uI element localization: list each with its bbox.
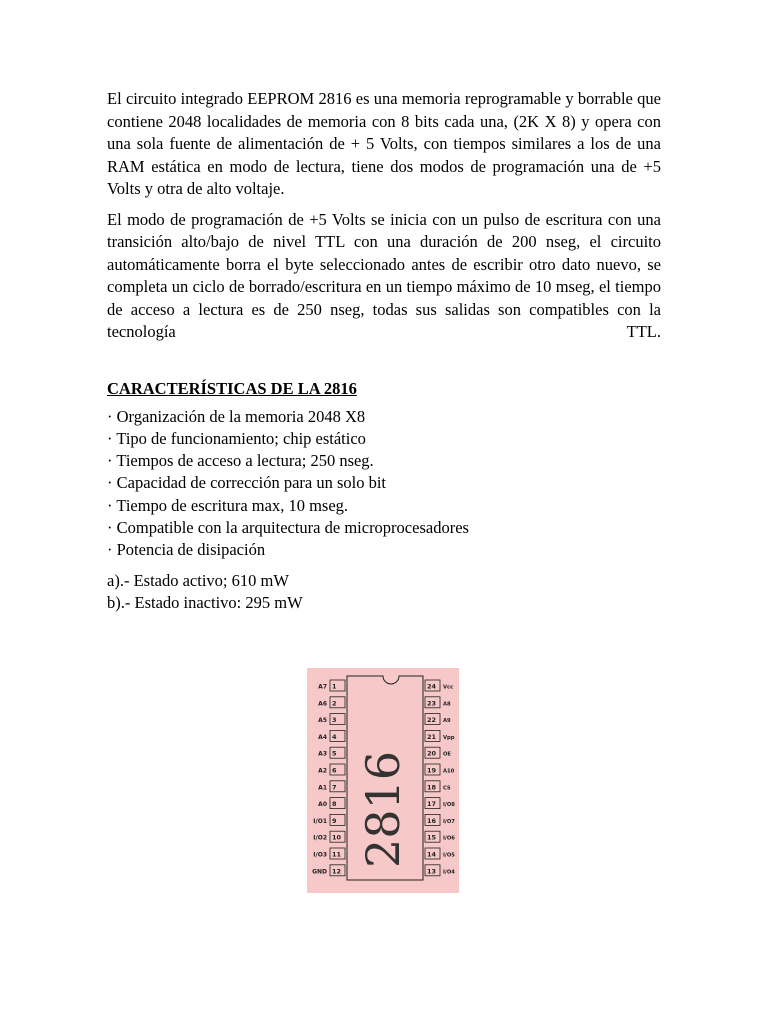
pin-label: Vpp	[443, 734, 455, 741]
pin-number: 23	[427, 699, 437, 708]
chip-pinout-diagram	[307, 668, 459, 893]
pin-label: I/O1	[313, 817, 327, 825]
intro-paragraph-2: El modo de programación de +5 Volts se inicia con un pulso de escritura con una transición alto/bajo de nivel TTL con una duración de 200 nseg, el circuito automáticamente borra el byte seleccionado antes de escribir otro dato nuevo, se completa un ciclo de borrado/escritura en un tiempo máximo de 10 mseg, el tiempo de acceso a lectura es de 250 nseg, todas sus salidas son compatibles con la tecnología TTL.	[107, 209, 661, 341]
pin-number: 22	[427, 716, 437, 725]
pin-number: 10	[332, 833, 342, 842]
feature-item: · Potencia de disipación	[107, 540, 266, 560]
pin-label: I/O3	[313, 851, 327, 859]
feature-item: · Organización de la memoria 2048 X8	[107, 406, 366, 426]
pin-label: I/O8	[443, 802, 455, 809]
pin-number: 12	[332, 867, 342, 876]
pin-label: A10	[443, 768, 455, 775]
feature-item: · Compatible con la arquitectura de microprocesadores	[107, 517, 469, 537]
pin-label: A7	[318, 683, 327, 691]
pin-number: 16	[427, 816, 437, 825]
feature-item: · Tiempos de acceso a lectura; 250 nseg.	[107, 451, 374, 471]
section-title: CARACTERÍSTICAS DE LA 2816	[107, 378, 357, 398]
chip-pinout-figure	[307, 668, 459, 893]
pin-label: I/O6	[443, 835, 455, 842]
pin-number: 2	[332, 699, 337, 708]
pin-number: 14	[427, 850, 437, 859]
left-pin-group	[312, 680, 345, 876]
pin-number: 20	[427, 749, 437, 758]
pin-number: 5	[332, 749, 337, 758]
pin-number: 24	[427, 682, 437, 691]
pin-label: A8	[443, 701, 451, 708]
feature-item: · Tipo de funcionamiento; chip estático	[107, 428, 366, 448]
document-page	[107, 88, 661, 614]
pin-label: I/O7	[443, 818, 455, 825]
pin-label: A4	[318, 733, 327, 741]
pin-number: 4	[332, 732, 337, 741]
feature-list	[107, 406, 661, 562]
pin-number: 3	[332, 716, 337, 725]
power-states	[107, 570, 661, 615]
pin-number: 6	[332, 766, 337, 775]
pin-label: A0	[318, 801, 327, 809]
pin-label: I/O2	[313, 834, 327, 842]
pin-label: CS	[443, 785, 451, 792]
pin-number: 8	[332, 800, 337, 809]
pin-label: I/O5	[443, 852, 455, 859]
pin-label: A3	[318, 750, 327, 758]
pin-number: 1	[332, 682, 337, 691]
pin-label: A6	[318, 700, 327, 708]
feature-item: · Capacidad de corrección para un solo bit	[107, 473, 387, 493]
pin-number: 7	[332, 783, 337, 792]
pin-number: 17	[427, 800, 437, 809]
pin-number: 19	[427, 766, 437, 775]
chip-part-number: 2816	[356, 750, 410, 868]
pin-label: GND	[312, 868, 327, 876]
pin-number: 13	[427, 867, 437, 876]
feature-item: · Tiempo de escritura max, 10 mseg.	[107, 495, 349, 515]
right-pin-group	[425, 680, 455, 876]
power-state-active: a).- Estado activo; 610 mW	[107, 570, 289, 590]
pin-label: I/O4	[443, 869, 455, 876]
pin-label: A2	[318, 767, 327, 775]
power-state-inactive: b).- Estado inactivo: 295 mW	[107, 592, 303, 612]
pin-number: 9	[332, 816, 337, 825]
pin-number: 18	[427, 783, 437, 792]
pin-number: 21	[427, 732, 437, 741]
pin-label: A9	[443, 718, 451, 725]
pin-number: 15	[427, 833, 437, 842]
pin-number: 11	[332, 850, 342, 859]
pin-label: A1	[318, 784, 327, 792]
intro-paragraph-1: El circuito integrado EEPROM 2816 es una memoria reprogramable y borrable que contiene 2048 localidades de memoria con 8 bits cada una, (2K X 8) y opera con una sola fuente de alimentación de + 5 Volts, con tiempos similares a los de una RAM estática en modo de lectura, tiene dos modos de programación una de +5 Volts y otra de alto voltaje.	[107, 89, 661, 198]
pin-label: OE	[443, 751, 451, 758]
pin-label: A5	[318, 717, 327, 725]
pin-label: Vcc	[443, 684, 454, 691]
